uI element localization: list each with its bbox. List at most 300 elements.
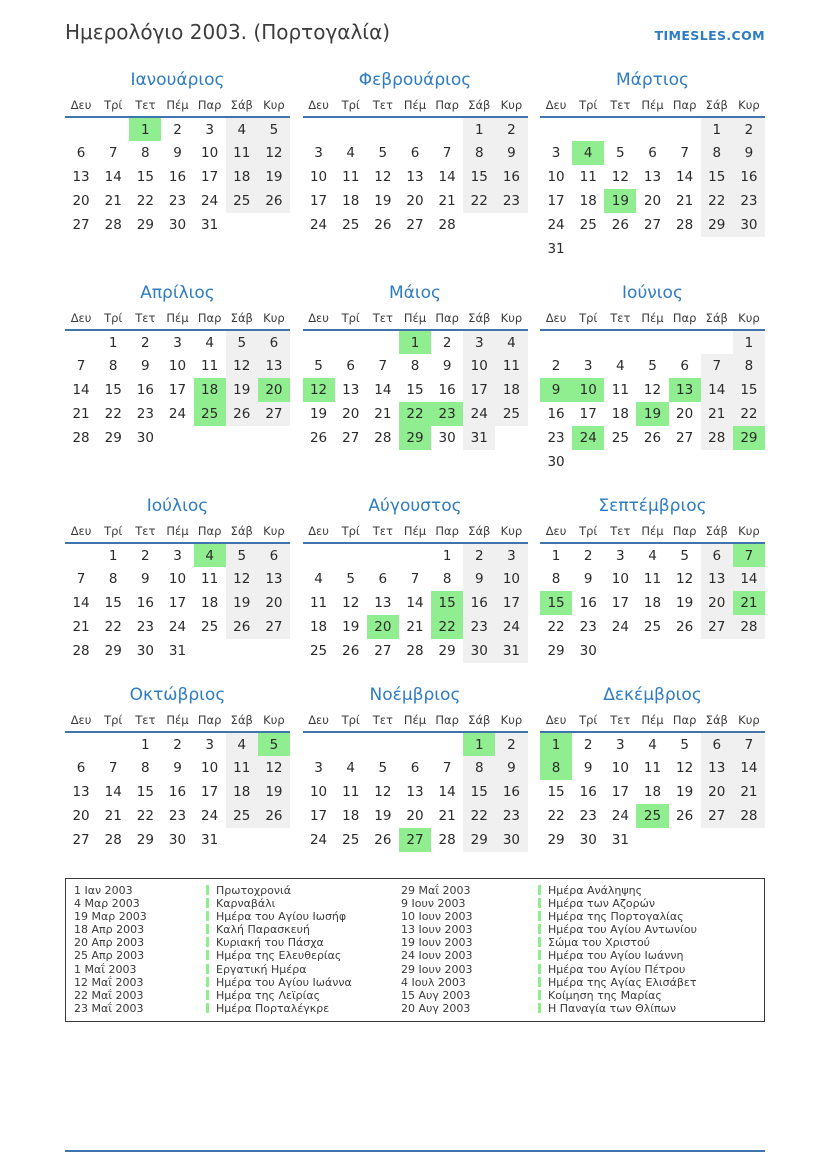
weekday-header: Πέμ (403, 713, 427, 727)
day-cell: 13 (701, 567, 733, 591)
month-block (540, 496, 765, 663)
week-row (540, 330, 765, 354)
empty-cell (399, 543, 431, 567)
day-cell: 31 (168, 643, 187, 659)
weekday-header-row (303, 97, 528, 117)
month-block (65, 70, 290, 261)
legend-holiday-name: Ημέρα του Αγίου Ιωάννη (548, 949, 684, 963)
site-link[interactable]: TIMESLES.COM (654, 28, 765, 43)
weekday-header: Σάβ (705, 713, 728, 727)
week-row (65, 378, 290, 402)
day-cell: 28 (733, 615, 765, 639)
day-cell: 21 (733, 780, 765, 804)
day-cell: 29 (547, 643, 565, 659)
day-cell: 30 (579, 832, 597, 848)
day-cell: 9 (733, 141, 765, 165)
empty-cell (65, 117, 97, 141)
weekday-header: Παρ (672, 524, 697, 538)
weekday-header: Παρ (197, 311, 222, 325)
day-cell: 13 (72, 784, 90, 800)
empty-cell (604, 237, 636, 261)
weekday-header: Παρ (435, 713, 459, 727)
month-weeks (540, 117, 765, 261)
legend-holiday-name: Ημέρα της Λεϊρίας (216, 988, 321, 1002)
empty-cell (258, 213, 290, 237)
day-cell: 2 (733, 117, 765, 141)
day-cell: 5 (378, 760, 388, 776)
holiday-marker (538, 977, 541, 987)
day-cell: 22 (104, 406, 122, 422)
day-cell: 27 (676, 430, 694, 446)
day-cell: 2 (141, 547, 150, 564)
day-cell: 23 (136, 619, 154, 635)
day-cell: 28 (104, 217, 122, 233)
day-cell: 24 (309, 832, 328, 848)
empty-cell (367, 330, 399, 354)
week-row (65, 615, 290, 639)
page-title: Ημερολόγιο 2003. (Πορτογαλία) (65, 20, 391, 44)
weekday-header: Δευ (70, 713, 92, 727)
weekday-header: Πέμ (641, 524, 664, 538)
month-table (303, 310, 528, 450)
legend-holiday (206, 976, 401, 989)
legend-holiday (206, 949, 401, 962)
day-cell: 31 (495, 639, 527, 663)
day-cell: 10 (547, 169, 565, 185)
day-cell: 8 (108, 571, 118, 587)
empty-cell (399, 732, 431, 756)
day-cell: 18 (226, 165, 258, 189)
holiday-marker (206, 990, 209, 1000)
day-cell: 7 (378, 358, 388, 374)
day-cell: 26 (309, 430, 328, 446)
day-cell: 6 (258, 543, 290, 567)
empty-cell (258, 426, 290, 450)
empty-cell (65, 330, 97, 354)
holiday-day-cell: 22 (399, 402, 431, 426)
day-cell: 26 (342, 643, 360, 659)
empty-cell (258, 828, 290, 852)
weekday-header: Δευ (70, 524, 92, 538)
month-table (540, 310, 765, 474)
holiday-marker (538, 885, 541, 895)
week-row (540, 189, 765, 213)
day-cell: 29 (136, 217, 154, 233)
day-cell: 10 (309, 169, 328, 185)
day-cell: 15 (463, 165, 495, 189)
day-cell: 5 (648, 358, 657, 374)
day-cell: 21 (701, 402, 733, 426)
empty-cell (258, 639, 290, 663)
legend-holiday (206, 989, 401, 1002)
week-row (540, 378, 765, 402)
day-cell: 4 (226, 732, 258, 756)
day-cell: 29 (438, 643, 456, 659)
day-cell: 22 (136, 193, 154, 209)
weekday-header: Παρ (435, 98, 459, 112)
day-cell: 2 (173, 736, 182, 753)
day-cell: 15 (701, 165, 733, 189)
day-cell: 31 (611, 832, 629, 848)
holiday-day-cell: 20 (367, 615, 399, 639)
weekday-header: Δευ (545, 98, 567, 112)
day-cell: 22 (463, 804, 495, 828)
day-cell: 21 (406, 619, 424, 635)
legend-holiday-name: Ημέρα του Αγίου Ιωσήφ (216, 910, 347, 924)
legend-holiday-name: Ημέρα του Αγίου Ιωάννα (216, 975, 352, 989)
empty-cell (303, 543, 335, 567)
weekday-header: Τρί (579, 713, 598, 727)
weekday-header: Δευ (308, 311, 329, 325)
day-cell: 8 (141, 145, 150, 161)
day-cell: 18 (495, 378, 527, 402)
week-row (65, 828, 290, 852)
day-cell: 9 (173, 145, 182, 161)
day-cell: 25 (309, 643, 328, 659)
day-cell: 28 (733, 804, 765, 828)
weekday-header-row (540, 712, 765, 732)
holiday-day-cell: 1 (129, 117, 161, 141)
day-cell: 22 (547, 619, 565, 635)
day-cell: 10 (495, 567, 527, 591)
holiday-day-cell: 15 (431, 591, 463, 615)
empty-cell (463, 213, 495, 237)
day-cell: 17 (463, 378, 495, 402)
day-cell: 19 (374, 808, 392, 824)
week-row (303, 402, 528, 426)
day-cell: 11 (201, 571, 219, 587)
weekday-header: Πέμ (641, 98, 664, 112)
day-cell: 13 (701, 756, 733, 780)
weekday-header: Σάβ (468, 713, 491, 727)
day-cell: 18 (579, 193, 597, 209)
empty-cell (303, 732, 335, 756)
week-row (303, 732, 528, 756)
holiday-day-cell: 10 (572, 378, 604, 402)
day-cell: 1 (733, 330, 765, 354)
holiday-marker (538, 924, 541, 934)
legend-date: 9 Ιουν 2003 (401, 897, 466, 911)
month-title: Μάιος (388, 283, 441, 303)
day-cell: 4 (314, 571, 323, 587)
day-cell: 31 (201, 217, 219, 233)
week-row (540, 354, 765, 378)
day-cell: 14 (104, 784, 122, 800)
month-weeks (303, 732, 528, 852)
holiday-day-cell: 22 (431, 615, 463, 639)
empty-cell (669, 237, 701, 261)
weekday-header: Δευ (545, 524, 567, 538)
legend-holiday-name: Ημέρα Πορταλέγκρε (216, 1001, 330, 1015)
holiday-day-cell: 25 (194, 402, 226, 426)
day-cell: 24 (201, 808, 219, 824)
weekday-header-row (540, 97, 765, 117)
day-cell: 8 (463, 141, 495, 165)
empty-cell (733, 450, 765, 474)
week-row (540, 213, 765, 237)
day-cell: 24 (168, 619, 187, 635)
holiday-marker (538, 937, 541, 947)
day-cell: 2 (583, 547, 593, 564)
empty-cell (540, 117, 572, 141)
month-table (303, 97, 528, 237)
week-row (65, 141, 290, 165)
empty-cell (701, 330, 733, 354)
legend-holiday-name: Ημέρα των Αζορών (548, 897, 655, 911)
legend-date: 20 Απρ 2003 (74, 936, 145, 950)
empty-cell (669, 117, 701, 141)
day-cell: 9 (173, 760, 182, 776)
empty-cell (226, 213, 258, 237)
legend-holiday-name: Ημέρα της Αγίας Ελισάβετ (548, 975, 697, 989)
day-cell: 17 (547, 193, 565, 209)
day-cell: 1 (442, 547, 452, 564)
day-cell: 14 (733, 567, 765, 591)
weekday-header: Πέμ (166, 311, 189, 325)
day-cell: 9 (495, 756, 527, 780)
day-cell: 27 (374, 643, 392, 659)
day-cell: 16 (168, 784, 187, 800)
day-cell: 16 (168, 169, 187, 185)
day-cell: 29 (701, 213, 733, 237)
legend-date: 1 Ιαν 2003 (74, 884, 133, 897)
weekday-header-row (540, 523, 765, 543)
legend-date: 12 Μαΐ 2003 (74, 975, 144, 989)
weekday-header: Τετ (372, 311, 393, 325)
day-cell: 10 (201, 145, 219, 161)
day-cell: 3 (616, 547, 625, 564)
day-cell: 22 (733, 402, 765, 426)
day-cell: 25 (579, 217, 597, 233)
empty-cell (572, 117, 604, 141)
empty-cell (733, 639, 765, 663)
empty-cell (636, 117, 668, 141)
day-cell: 30 (136, 643, 154, 659)
empty-cell (636, 450, 668, 474)
month-weeks (303, 330, 528, 450)
day-cell: 24 (547, 217, 565, 233)
month-block (303, 283, 528, 474)
holiday-marker (206, 937, 209, 947)
page-header (65, 18, 765, 46)
holiday-legend-box (65, 878, 765, 1022)
holiday-marker (538, 990, 541, 1000)
month-title: Σεπτέμβριος (598, 496, 707, 516)
day-cell: 27 (701, 804, 733, 828)
day-cell: 4 (616, 358, 625, 374)
weekday-header-row (540, 310, 765, 330)
holiday-day-cell: 24 (572, 426, 604, 450)
day-cell: 16 (463, 591, 495, 615)
day-cell: 9 (463, 567, 495, 591)
day-cell: 16 (438, 382, 456, 398)
day-cell: 5 (258, 117, 290, 141)
day-cell: 15 (406, 382, 424, 398)
day-cell: 7 (701, 354, 733, 378)
weekday-header-row (65, 712, 290, 732)
month-weeks (65, 330, 290, 450)
day-cell: 10 (611, 571, 629, 587)
day-cell: 28 (72, 643, 90, 659)
day-cell: 1 (463, 117, 495, 141)
week-row (303, 117, 528, 141)
legend-holiday-name: Κοίμηση της Μαρίας (548, 988, 662, 1002)
holiday-marker (538, 964, 541, 974)
holiday-marker (206, 977, 209, 987)
weekday-header: Κυρ (500, 524, 523, 538)
day-cell: 18 (643, 784, 662, 800)
month-table (65, 712, 290, 852)
day-cell: 18 (342, 193, 360, 209)
legend-holiday (538, 923, 756, 936)
day-cell: 16 (136, 382, 154, 398)
day-cell: 25 (611, 430, 629, 446)
legend-holiday-name: Πρωτοχρονιά (216, 884, 292, 897)
day-cell: 10 (168, 358, 187, 374)
legend-holiday (206, 1002, 401, 1015)
week-row (65, 639, 290, 663)
day-cell: 13 (258, 567, 290, 591)
day-cell: 19 (258, 165, 290, 189)
day-cell: 4 (346, 760, 355, 776)
weekday-header: Κυρ (263, 311, 285, 325)
day-cell: 16 (733, 165, 765, 189)
day-cell: 5 (378, 145, 388, 161)
day-cell: 8 (108, 358, 118, 374)
day-cell: 27 (342, 430, 360, 446)
legend-holiday (538, 884, 756, 897)
day-cell: 18 (342, 808, 360, 824)
day-cell: 28 (438, 217, 456, 233)
day-cell: 7 (76, 358, 86, 374)
weekday-header-row (65, 97, 290, 117)
weekday-header-row (65, 310, 290, 330)
day-cell: 31 (547, 241, 565, 257)
legend-date: 20 Αυγ 2003 (401, 1001, 471, 1015)
legend-date: 25 Απρ 2003 (74, 949, 145, 963)
day-cell: 17 (611, 784, 629, 800)
holiday-marker (538, 898, 541, 908)
day-cell: 23 (495, 189, 527, 213)
weekday-header: Παρ (672, 713, 697, 727)
legend-holiday (206, 923, 401, 936)
day-cell: 14 (72, 595, 90, 611)
day-cell: 14 (72, 382, 90, 398)
day-cell: 2 (495, 732, 527, 756)
weekday-header: Τρί (341, 311, 360, 325)
day-cell: 9 (141, 358, 150, 374)
day-cell: 28 (72, 430, 90, 446)
day-cell: 27 (258, 615, 290, 639)
empty-cell (669, 450, 701, 474)
day-cell: 11 (201, 358, 219, 374)
weekday-header: Σάβ (230, 311, 253, 325)
weekday-header-row (540, 310, 765, 330)
weekday-header-row (303, 523, 528, 543)
day-cell: 18 (643, 595, 662, 611)
weekday-header: Τετ (135, 524, 156, 538)
day-cell: 2 (463, 543, 495, 567)
day-cell: 9 (442, 358, 452, 374)
weekday-header: Παρ (435, 524, 459, 538)
day-cell: 28 (438, 832, 456, 848)
day-cell: 11 (342, 784, 360, 800)
month-block (65, 283, 290, 474)
weekday-header: Κυρ (500, 713, 523, 727)
legend-date: 19 Ιουν 2003 (401, 936, 473, 950)
week-row (303, 141, 528, 165)
legend-holiday (538, 910, 756, 923)
weekday-header: Κυρ (738, 311, 760, 325)
week-row (540, 780, 765, 804)
day-cell: 31 (201, 832, 219, 848)
day-cell: 19 (258, 780, 290, 804)
day-cell: 14 (438, 169, 456, 185)
week-row (303, 543, 528, 567)
week-row (540, 543, 765, 567)
day-cell: 13 (406, 169, 424, 185)
week-row (303, 639, 528, 663)
day-cell: 8 (701, 141, 733, 165)
day-cell: 17 (201, 169, 219, 185)
day-cell: 11 (495, 354, 527, 378)
day-cell: 1 (108, 547, 118, 564)
day-cell: 3 (205, 736, 214, 753)
empty-cell (226, 828, 258, 852)
weekday-header-row (65, 97, 290, 117)
months-grid (65, 70, 765, 852)
weekday-header-row (540, 97, 765, 117)
day-cell: 12 (258, 141, 290, 165)
empty-cell (669, 330, 701, 354)
day-cell: 23 (136, 406, 154, 422)
weekday-header: Τρί (104, 311, 123, 325)
day-cell: 19 (226, 378, 258, 402)
week-row (65, 591, 290, 615)
legend-holiday (206, 884, 401, 897)
empty-cell (303, 117, 335, 141)
day-cell: 28 (406, 643, 424, 659)
weekday-header: Σάβ (468, 311, 491, 325)
day-cell: 16 (579, 595, 597, 611)
day-cell: 22 (463, 189, 495, 213)
weekday-header: Τετ (610, 311, 631, 325)
weekday-header-row (303, 712, 528, 732)
week-row (303, 591, 528, 615)
weekday-header: Δευ (70, 311, 92, 325)
day-cell: 25 (226, 189, 258, 213)
day-cell: 26 (374, 832, 392, 848)
day-cell: 5 (616, 145, 625, 161)
week-row (65, 426, 290, 450)
day-cell: 28 (676, 217, 694, 233)
week-row (65, 117, 290, 141)
day-cell: 11 (579, 169, 597, 185)
weekday-header: Τρί (104, 713, 123, 727)
month-block (65, 685, 290, 852)
day-cell: 11 (643, 760, 662, 776)
empty-cell (161, 426, 193, 450)
month-title: Ιανουάριος (130, 70, 225, 90)
day-cell: 4 (226, 117, 258, 141)
weekday-header: Κυρ (738, 98, 760, 112)
day-cell: 23 (495, 804, 527, 828)
day-cell: 12 (374, 784, 392, 800)
weekday-header-row (540, 523, 765, 543)
empty-cell (572, 237, 604, 261)
holiday-day-cell: 5 (258, 732, 290, 756)
day-cell: 17 (201, 784, 219, 800)
